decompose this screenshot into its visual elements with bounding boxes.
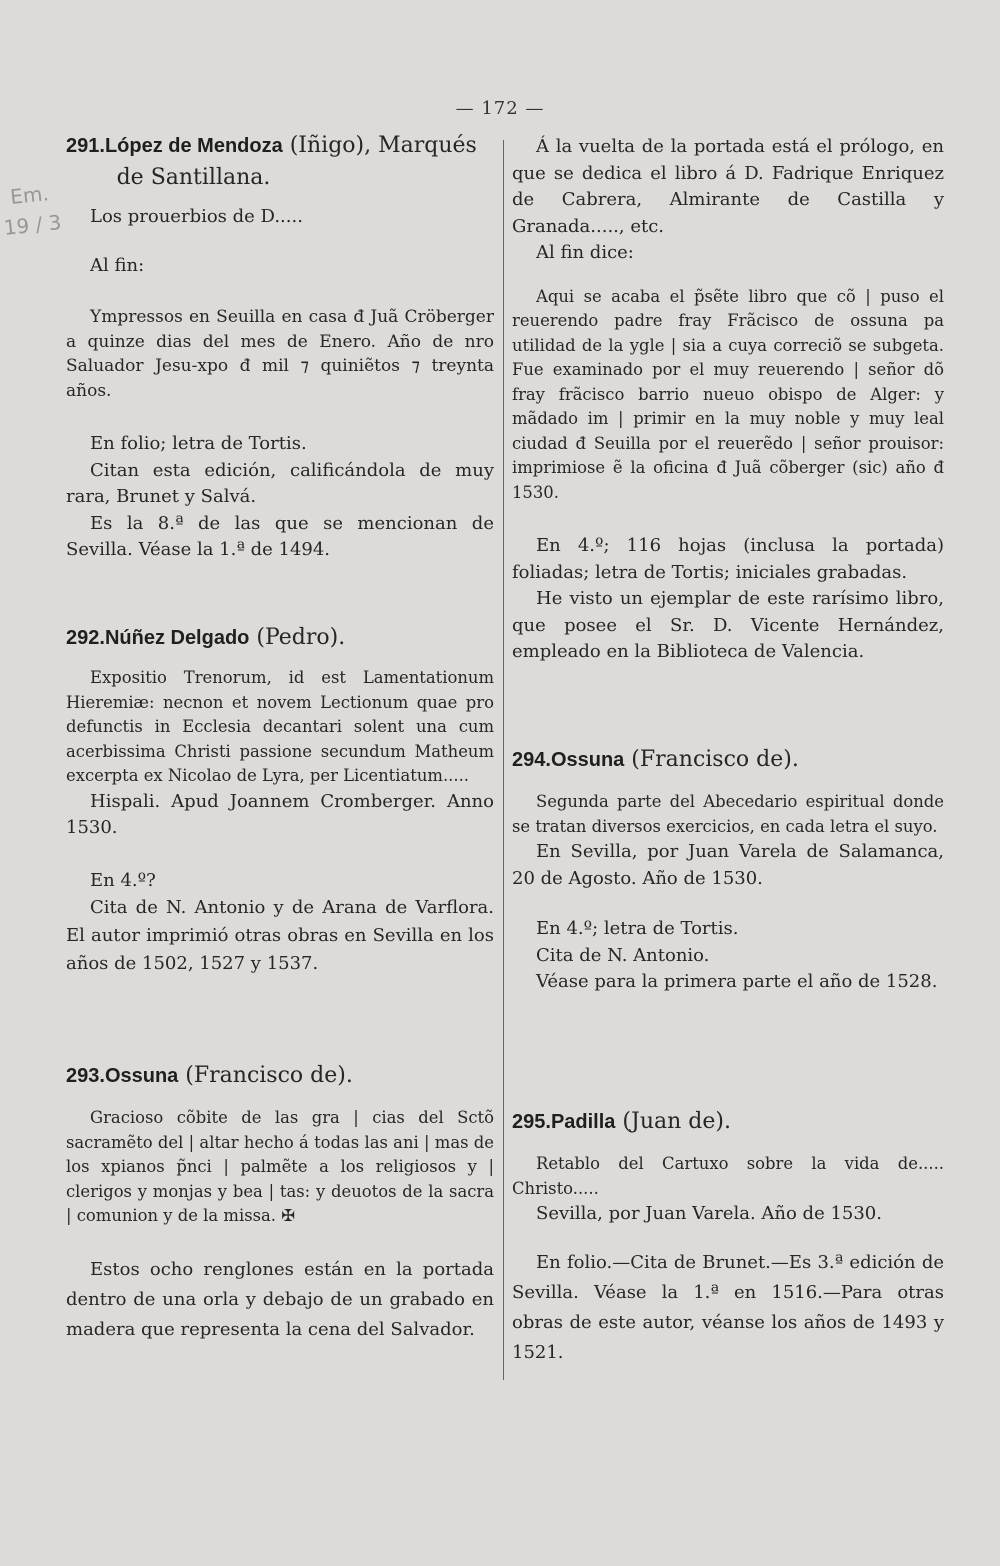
entry-imprint: En Sevilla, por Juan Varela de Salamanca, 20 de Agosto. Año de 1530. <box>512 841 944 889</box>
entry-author-rest: (Pedro). <box>249 625 346 650</box>
entry-number: 292. <box>66 627 105 649</box>
handwritten-margin-note: Em. 19 / 3 <box>2 181 63 240</box>
entry-colophon: Ympressos en Seuilla en casa đ Juã Cröberger a quinze dias del mes de Enero. Año de nro Saluador Jesu-xpo đ mil ⁊ quiniẽtos ⁊ treynta años. <box>66 307 494 401</box>
entry-heading <box>512 1106 944 1138</box>
entry-author-rest: (Iñigo), Marqués de Santillana. <box>116 133 477 190</box>
entry-294 <box>512 744 944 996</box>
entry-al-fin: Al fin: <box>90 254 145 276</box>
entry-title: Expositio Trenorum, id est Lamentationum Hieremiæ: necnon et novem Lectionum quae pro defunctis in Ecclesia decantari solent una cum acerbissima Christi passione secundum Matheum excerpta ex Nicolao de Lyra, per Licentiatum..... <box>66 668 494 785</box>
entry-note: Cita de N. Antonio. <box>536 944 710 966</box>
entry-heading <box>512 744 944 776</box>
entry-note: Estos ocho renglones están en la portada dentro de una orla y debajo de un grabado en madera que representa la cena del Salvador. <box>66 1258 494 1340</box>
entry-number: 295. <box>512 1111 551 1133</box>
entry-author: Padilla <box>550 1111 616 1133</box>
entry-title: Retablo del Cartuxo sobre la vida de..... Christo..... <box>512 1154 944 1198</box>
entry-author-rest: (Francisco de). <box>624 747 799 772</box>
entry-colophon: Aqui se acaba el p̃sẽte libro que cõ | puso el reuerendo padre fray Frãcisco de ossuna pa utilidad de la ygle | sia a cuya correciõ se subgeta. Fue examinado por el muy reuerendo | señor dõ fray frãcisco barrio nueuo obispo de Alger: y mãdado im | primir en la muy noble y muy leal ciudad đ Seuilla por el reuerẽdo | señor prouisor: imprimiose ẽ la oficina đ Juã cõberger (sic) año đ 1530. <box>512 286 944 502</box>
entry-heading <box>66 622 494 654</box>
entry-292 <box>66 622 494 978</box>
entry-note: Cita de N. Antonio y de Arana de Varflora. El autor imprimió otras obras en Sevilla en los años de 1502, 1527 y 1537. <box>66 897 494 974</box>
entry-295 <box>512 1106 944 1368</box>
entry-note: Citan esta edición, calificándola de muy rara, Brunet y Salvá. <box>66 459 494 507</box>
entry-author-rest: (Francisco de). <box>178 1063 353 1088</box>
entry-293 <box>66 1060 494 1345</box>
column-divider <box>503 140 504 1380</box>
entry-imprint: Hispali. Apud Joannem Cromberger. Anno 1530. <box>66 790 494 838</box>
entry-author: Núñez Delgado <box>104 627 250 649</box>
entry-note: He visto un ejemplar de este rarísimo libro, que posee el Sr. D. Vicente Hernández, empleado en la Biblioteca de Valencia. <box>512 588 944 662</box>
entry-title: Segunda parte del Abecedario espiritual donde se tratan diversos exercicios, en cada letra el suyo. <box>512 792 944 836</box>
entry-author: Ossuna <box>550 749 625 771</box>
entry-293-continued <box>512 134 944 666</box>
entry-number: 293. <box>66 1065 105 1087</box>
entry-author-rest: (Juan de). <box>615 1109 731 1134</box>
entry-author: Ossuna <box>104 1065 179 1087</box>
entry-note: Véase para la primera parte el año de 1528. <box>536 971 938 992</box>
entry-title: Gracioso cõbite de las gra | cias del Sctõ sacramẽto del | altar hecho á todas las ani | mas de los xpianos p̃nci | palmẽte a los religiosos y | clerigos y monjas y bea | tas: y deuotos de la sacra | comunion y de la missa. ✠ <box>66 1108 494 1225</box>
entry-title: Los prouerbios de D..... <box>90 206 303 227</box>
entry-note: En 4.º; letra de Tortis. <box>536 918 739 939</box>
entry-intro: Á la vuelta de la portada está el prólogo, en que se dedica el libro á D. Fadrique Enriquez de Cabrera, Almirante de Castilla y Granada....., etc. <box>512 136 944 237</box>
entry-imprint: Sevilla, por Juan Varela. Año de 1530. <box>536 1203 882 1224</box>
entry-heading <box>66 1060 494 1092</box>
entry-note: En 4.º; 116 hojas (inclusa la portada) foliadas; letra de Tortis; iniciales grabadas. <box>512 535 944 583</box>
page-number: — 172 — <box>455 98 545 119</box>
entry-note: En folio.—Cita de Brunet.—Es 3.ª edición de Sevilla. Véase la 1.ª en 1516.—Para otras obras de este autor, véanse los años de 1493 y 1521. <box>512 1251 944 1363</box>
entry-author: López de Mendoza <box>104 135 283 157</box>
entry-note: En 4.º? <box>90 869 156 891</box>
entry-number: 294. <box>512 749 551 771</box>
entry-al-fin: Al fin dice: <box>536 242 634 263</box>
entry-number: 291. <box>66 135 105 157</box>
entry-heading <box>66 130 494 194</box>
entry-291 <box>66 130 494 564</box>
entry-note: Es la 8.ª de las que se mencionan de Sevilla. Véase la 1.ª de 1494. <box>66 512 494 560</box>
entry-note: En folio; letra de Tortis. <box>90 433 307 454</box>
